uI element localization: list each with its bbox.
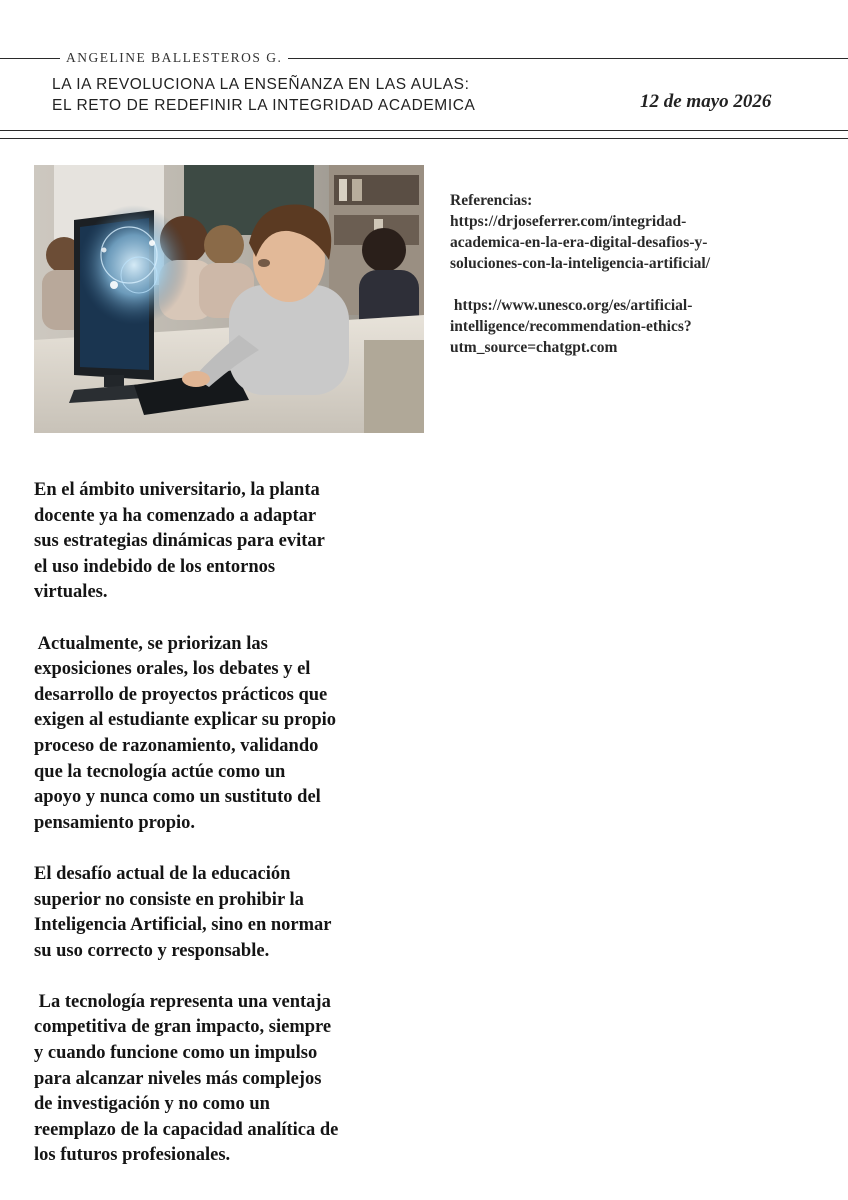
paragraph-line: virtuales.: [34, 582, 108, 603]
paragraph-line: de investigación y no como un: [34, 1094, 270, 1115]
paragraph-line: En el ámbito universitario, la planta: [34, 480, 320, 500]
classroom-photo: [34, 165, 424, 433]
paragraph-line: desarrollo de proyectos prácticos que: [34, 684, 328, 705]
paragraph-line: proceso de razonamiento, validando: [34, 735, 319, 756]
reference-1-line-1: https://drjoseferrer.com/integridad-: [450, 213, 687, 230]
paragraph-line: exposiciones orales, los debates y el: [34, 659, 311, 680]
article-paragraph-2: [34, 632, 434, 837]
paragraph-line: apoyo y nunca como un sustituto del: [34, 787, 321, 808]
publication-date: 12 de mayo 2026: [640, 91, 772, 112]
paragraph-line: El desafío actual de la educación: [34, 863, 291, 884]
article-body: [34, 478, 434, 1195]
reference-2-line-2: intelligence/recommendation-ethics?: [450, 318, 692, 335]
article-paragraph-3: [34, 862, 434, 964]
header-double-rule: [0, 138, 848, 139]
reference-2-line-3: utm_source=chatgpt.com: [450, 339, 618, 356]
headline-line-1: LA IA REVOLUCIONA LA ENSEÑANZA EN LAS AULAS:: [52, 76, 470, 93]
paragraph-line: Actualmente, se priorizan las: [34, 633, 268, 654]
paragraph-line: reemplazo de la capacidad analítica de: [34, 1119, 339, 1140]
paragraph-line: Inteligencia Artificial, sino en normar: [34, 915, 332, 936]
references-section: [450, 190, 840, 358]
paragraph-line: que la tecnología actúe como un: [34, 761, 286, 782]
paragraph-line: los futuros profesionales.: [34, 1145, 231, 1166]
paragraph-line: sus estrategias dinámicas para evitar: [34, 531, 325, 552]
reference-1-line-2: academica-en-la-era-digital-desafios-y-: [450, 234, 708, 251]
paragraph-line: y cuando funcione como un impulso: [34, 1043, 318, 1064]
paragraph-line: superior no consiste en prohibir la: [34, 889, 304, 910]
headline-line-2: EL RETO DE REDEFINIR LA INTEGRIDAD ACADEMICA: [52, 97, 476, 114]
paragraph-line: competitiva de gran impacto, siempre: [34, 1017, 332, 1038]
reference-2-line-1: https://www.unesco.org/es/artificial-: [450, 297, 693, 314]
paragraph-line: el uso indebido de los entornos: [34, 556, 276, 577]
references-title: Referencias:: [450, 192, 533, 209]
paragraph-line: para alcanzar niveles más complejos: [34, 1068, 322, 1089]
header-bottom-rule: [0, 130, 848, 131]
paragraph-line: su uso correcto y responsable.: [34, 940, 270, 961]
paragraph-line: exigen al estudiante explicar su propio: [34, 710, 337, 731]
reference-1-line-3: soluciones-con-la-inteligencia-artificial/: [450, 255, 711, 272]
paragraph-line: La tecnología representa una ventaja: [34, 991, 331, 1012]
paragraph-line: pensamiento propio.: [34, 812, 196, 833]
classroom-illustration: [34, 165, 424, 433]
references-spacer: [450, 274, 840, 295]
article-paragraph-1: [34, 478, 434, 606]
paragraph-line: docente ya ha comenzado a adaptar: [34, 505, 317, 526]
author-name: ANGELINE BALLESTEROS G.: [60, 50, 288, 66]
article-headline: [52, 74, 475, 116]
article-paragraph-4: [34, 990, 434, 1169]
